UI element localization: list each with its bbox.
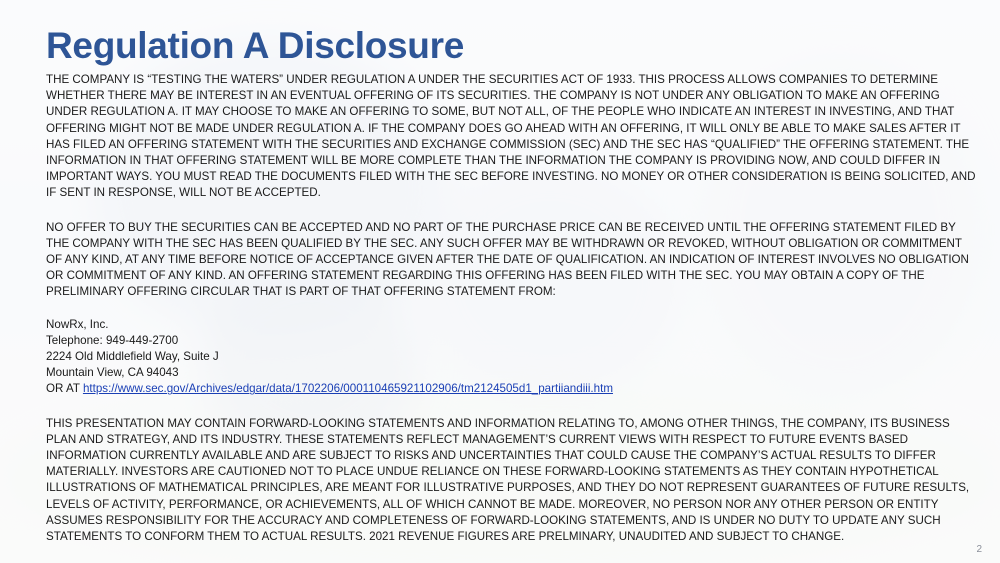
- contact-block: [46, 317, 976, 398]
- company-street: 2224 Old Middlefield Way, Suite J: [46, 350, 219, 364]
- sec-filing-link[interactable]: https://www.sec.gov/Archives/edgar/data/1702206/000110465921102906/tm2124505d1_partiiandiii.htm: [82, 382, 613, 396]
- disclosure-content: [46, 22, 976, 545]
- company-telephone: Telephone: 949-449-2700: [46, 333, 179, 347]
- page-title: Regulation A Disclosure: [46, 25, 464, 66]
- company-city: Mountain View, CA 94043: [46, 366, 179, 380]
- sec-link-line: [46, 381, 976, 397]
- disclosure-paragraph-2: NO OFFER TO BUY THE SECURITIES CAN BE ACCEPTED AND NO PART OF THE PURCHASE PRICE CAN BE RECEIVED UNTIL THE OFFERING STATEMENT FILED BY THE COMPANY WITH THE SEC HAS BEEN QUALIFIED BY THE SEC. ANY SUCH OFFER MAY BE WITHDRAWN OR REVOKED, WITHOUT OBLIGATION OR COMMITMENT OF ANY KIND, AT ANY TIME BEFORE NOTICE OF ACCEPTANCE GIVEN AFTER THE DATE OF QUALIFICATION. AN INDICATION OF INTEREST INVOLVES NO OBLIGATION OR COMMITMENT OF ANY KIND. AN OFFERING STATEMENT REGARDING THIS OFFERING HAS BEEN FILED WITH THE SEC. YOU MAY OBTAIN A COPY OF THE PRELIMINARY OFFERING CIRCULAR THAT IS PART OF THAT OFFERING STATEMENT FROM:: [46, 220, 969, 299]
- or-at-label: OR AT: [46, 382, 83, 396]
- disclosure-paragraph-1: THE COMPANY IS “TESTING THE WATERS” UNDER REGULATION A UNDER THE SECURITIES ACT OF 1933. THIS PROCESS ALLOWS COMPANIES TO DETERMINE WHETHER THERE MAY BE INTEREST IN AN EVENTUAL OFFERING OF ITS SECURITIES. THE COMPANY IS NOT UNDER ANY OBLIGATION TO MAKE AN OFFERING UNDER REGULATION A. IT MAY CHOOSE TO MAKE AN OFFERING TO SOME, BUT NOT ALL, OF THE PEOPLE WHO INDICATE AN INTEREST IN INVESTING, AND THAT OFFERING MIGHT NOT BE MADE UNDER REGULATION A. IF THE COMPANY DOES GO AHEAD WITH AN OFFERING, IT WILL ONLY BE ABLE TO MAKE SALES AFTER IT HAS FILED AN OFFERING STATEMENT WITH THE SECURITIES AND EXCHANGE COMMISSION (SEC) AND THE SEC HAS “QUALIFIED” THE OFFERING STATEMENT. THE INFORMATION IN THAT OFFERING STATEMENT WILL BE MORE COMPLETE THAN THE INFORMATION THE COMPANY IS PROVIDING NOW, AND COULD DIFFER IN IMPORTANT WAYS. YOU MUST READ THE DOCUMENTS FILED WITH THE SEC BEFORE INVESTING. NO MONEY OR OTHER CONSIDERATION IS BEING SOLICITED, AND IF SENT IN RESPONSE, WILL NOT BE ACCEPTED.: [46, 73, 976, 200]
- company-name: NowRx, Inc.: [46, 317, 109, 331]
- disclosure-paragraph-3: THIS PRESENTATION MAY CONTAIN FORWARD-LOOKING STATEMENTS AND INFORMATION RELATING TO, AMONG OTHER THINGS, THE COMPANY, ITS BUSINESS PLAN AND STRATEGY, AND ITS INDUSTRY. THESE STATEMENTS REFLECT MANAGEMENT’S CURRENT VIEWS WITH RESPECT TO FUTURE EVENTS BASED INFORMATION CURRENTLY AVAILABLE AND ARE SUBJECT TO RISKS AND UNCERTAINTIES THAT COULD CAUSE THE COMPANY’S ACTUAL RESULTS TO DIFFER MATERIALLY. INVESTORS ARE CAUTIONED NOT TO PLACE UNDUE RELIANCE ON THESE FORWARD-LOOKING STATEMENTS AS THEY CONTAIN HYPOTHETICAL ILLUSTRATIONS OF MATHEMATICAL PRINCIPLES, ARE MEANT FOR ILLUSTRATIVE PURPOSES, AND THEY DO NOT REPRESENT GUARANTEES OF FUTURE RESULTS, LEVELS OF ACTIVITY, PERFORMANCE, OR ACHIEVEMENTS, ALL OF WHICH CANNOT BE MADE. MOREOVER, NO PERSON NOR ANY OTHER PERSON OR ENTITY ASSUMES RESPONSIBILITY FOR THE ACCURACY AND COMPLETENESS OF FORWARD-LOOKING STATEMENTS, AND IS UNDER NO DUTY TO UPDATE ANY SUCH STATEMENTS TO CONFORM THEM TO ACTUAL RESULTS. 2021 REVENUE FIGURES ARE PRELMINARY, UNAUDITED AND SUBJECT TO CHANGE.: [46, 416, 970, 544]
- page-number: 2: [976, 544, 982, 555]
